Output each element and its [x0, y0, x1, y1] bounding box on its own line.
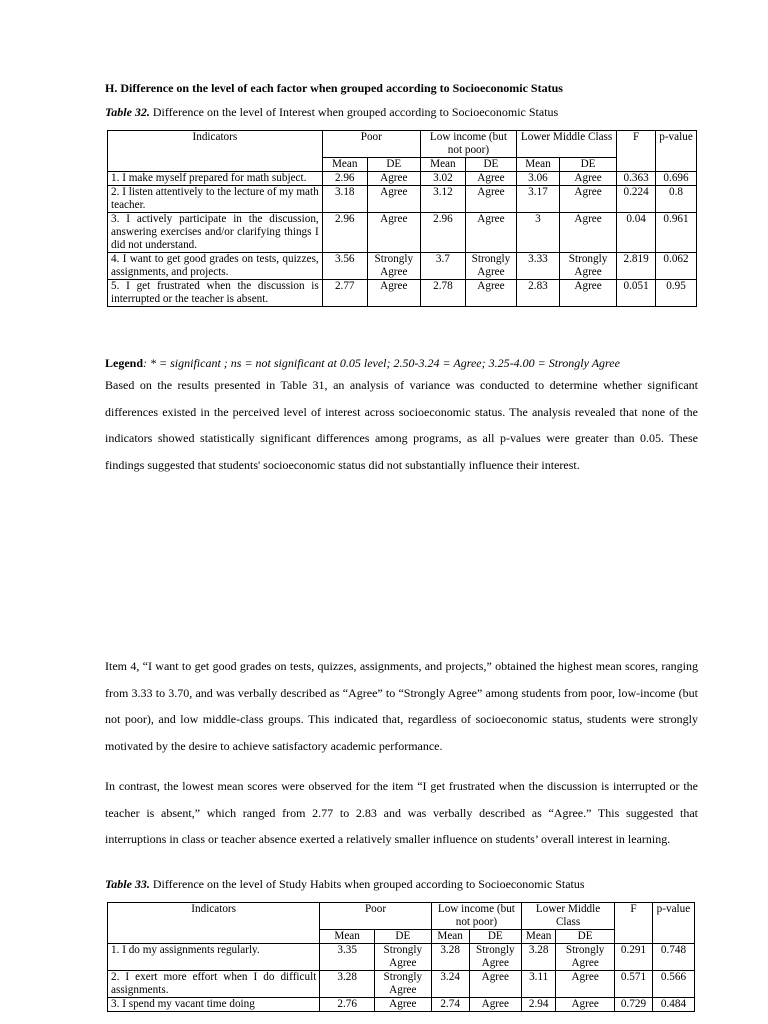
f-value-cell: 0.04	[617, 213, 656, 253]
indicator-cell: 5. I get frustrated when the discussion is interrupted or the teacher is absent.	[108, 280, 323, 307]
p-value-cell: 0.566	[652, 971, 694, 998]
lower-middle-de-cell: Strongly Agree	[556, 944, 615, 971]
f-value-cell: 0.571	[615, 971, 653, 998]
poor-de-cell: Agree	[367, 172, 420, 186]
low-income-de-cell: Agree	[469, 971, 522, 998]
low-income-mean-cell: 2.78	[420, 280, 465, 307]
table-row	[108, 998, 695, 1012]
f-value-cell: 0.051	[617, 280, 656, 307]
lower-middle-mean-cell: 3.11	[522, 971, 556, 998]
table-row	[108, 172, 697, 186]
poor-mean-cell: 2.96	[322, 213, 367, 253]
header-p-value: p-value	[656, 131, 697, 172]
low-income-de-cell: Strongly Agree	[469, 944, 522, 971]
header-p-value: p-value	[652, 903, 694, 944]
lower-middle-de-cell: Agree	[556, 971, 615, 998]
p-value-cell: 0.95	[656, 280, 697, 307]
poor-de-cell: Agree	[367, 213, 420, 253]
poor-de-cell: Agree	[367, 186, 420, 213]
poor-mean-cell: 3.35	[320, 944, 375, 971]
lower-middle-de-cell: Strongly Agree	[559, 253, 616, 280]
p-value-cell: 0.961	[656, 213, 697, 253]
indicator-cell: 1. I do my assignments regularly.	[108, 944, 320, 971]
lower-middle-mean-cell: 3.28	[522, 944, 556, 971]
poor-de-cell: Strongly Agree	[374, 944, 431, 971]
low-income-mean-cell: 3.12	[420, 186, 465, 213]
lower-middle-de-cell: Agree	[559, 213, 616, 253]
lower-middle-mean-cell: 2.94	[522, 998, 556, 1012]
table33-title: Difference on the level of Study Habits when grouped according to Socioeconomic Status	[152, 877, 585, 891]
poor-mean-cell: 3.56	[322, 253, 367, 280]
table-row	[108, 186, 697, 213]
header-mean: Mean	[517, 158, 560, 172]
poor-mean-cell: 2.76	[320, 998, 375, 1012]
poor-mean-cell: 3.28	[320, 971, 375, 998]
table-row	[108, 971, 695, 998]
header-lower-middle: Lower Middle Class	[522, 903, 615, 930]
header-mean: Mean	[522, 930, 556, 944]
legend-text: : * = significant ; ns = not significant at 0.05 level; 2.50-3.24 = Agree; 3.25-4.00 = Strongly Agree	[143, 356, 620, 370]
header-de: DE	[465, 158, 516, 172]
indicator-cell: 1. I make myself prepared for math subject.	[108, 172, 323, 186]
lower-middle-de-cell: Agree	[559, 172, 616, 186]
f-value-cell: 0.363	[617, 172, 656, 186]
legend	[105, 356, 620, 371]
header-mean: Mean	[322, 158, 367, 172]
f-value-cell: 0.729	[615, 998, 653, 1012]
table-row	[108, 253, 697, 280]
lower-middle-de-cell: Agree	[559, 280, 616, 307]
lower-middle-de-cell: Agree	[559, 186, 616, 213]
header-de: DE	[367, 158, 420, 172]
f-value-cell: 2.819	[617, 253, 656, 280]
header-low-income: Low income (but not poor)	[420, 131, 516, 158]
table32-label: Table 32.	[105, 105, 150, 119]
low-income-de-cell: Agree	[465, 186, 516, 213]
header-de: DE	[559, 158, 616, 172]
header-de: DE	[556, 930, 615, 944]
low-income-mean-cell: 2.74	[431, 998, 469, 1012]
indicator-cell: 2. I exert more effort when I do difficult assignments.	[108, 971, 320, 998]
p-value-cell: 0.484	[652, 998, 694, 1012]
indicator-cell: 3. I actively participate in the discussion, answering exercises and/or clarifying things I did not understand.	[108, 213, 323, 253]
header-indicators: Indicators	[108, 903, 320, 944]
header-mean: Mean	[320, 930, 375, 944]
header-mean: Mean	[420, 158, 465, 172]
table-row	[108, 280, 697, 307]
poor-de-cell: Strongly Agree	[374, 971, 431, 998]
low-income-mean-cell: 2.96	[420, 213, 465, 253]
low-income-mean-cell: 3.28	[431, 944, 469, 971]
f-value-cell: 0.291	[615, 944, 653, 971]
header-de: DE	[374, 930, 431, 944]
indicator-cell: 4. I want to get good grades on tests, quizzes, assignments, and projects.	[108, 253, 323, 280]
lower-middle-mean-cell: 3	[517, 213, 560, 253]
lower-middle-mean-cell: 3.06	[517, 172, 560, 186]
low-income-mean-cell: 3.02	[420, 172, 465, 186]
paragraph-highest-item: Item 4, “I want to get good grades on tests, quizzes, assignments, and projects,” obtained the highest mean scores, ranging from 3.33 to 3.70, and was verbally described as “Agree” to “Strongly Agree” among students from poor, low-income (but not poor), and low middle-class groups. This indicated that, regardless of socioeconomic status, students were strongly motivated by the desire to achieve satisfactory academic performance.	[105, 659, 698, 754]
header-low-income: Low income (but not poor)	[431, 903, 521, 930]
low-income-mean-cell: 3.24	[431, 971, 469, 998]
table32-caption	[105, 105, 558, 120]
header-poor: Poor	[320, 903, 431, 930]
table-row	[108, 944, 695, 971]
paragraph-anova-summary: Based on the results presented in Table 31, an analysis of variance was conducted to determine whether significant differences existed in the perceived level of interest across socioeconomic status. The analysis revealed that none of the indicators showed statistically significant differences among programs, as all p-values were greater than 0.05. These findings suggested that students' socioeconomic status did not substantially influence their interest.	[105, 378, 698, 473]
paragraph-lowest-item: In contrast, the lowest mean scores were observed for the item “I get frustrated when the discussion is interrupted or the teacher is absent,” which ranged from 2.77 to 2.83 and was verbally described as “Agree.” This suggested that interruptions in class or teacher absence exerted a relatively smaller influence on students’ overall interest in learning.	[105, 779, 698, 847]
low-income-de-cell: Agree	[465, 213, 516, 253]
low-income-de-cell: Agree	[469, 998, 522, 1012]
indicator-cell: 3. I spend my vacant time doing	[108, 998, 320, 1012]
low-income-de-cell: Agree	[465, 172, 516, 186]
p-value-cell: 0.8	[656, 186, 697, 213]
table32	[107, 130, 697, 307]
table32-title: Difference on the level of Interest when grouped according to Socioeconomic Status	[152, 105, 559, 119]
poor-de-cell: Agree	[367, 280, 420, 307]
lower-middle-de-cell: Agree	[556, 998, 615, 1012]
low-income-de-cell: Strongly Agree	[465, 253, 516, 280]
header-indicators: Indicators	[108, 131, 323, 172]
header-lower-middle: Lower Middle Class	[517, 131, 617, 158]
indicator-cell: 2. I listen attentively to the lecture of my math teacher.	[108, 186, 323, 213]
table33	[107, 902, 695, 1012]
lower-middle-mean-cell: 2.83	[517, 280, 560, 307]
poor-mean-cell: 3.18	[322, 186, 367, 213]
header-de: DE	[469, 930, 522, 944]
lower-middle-mean-cell: 3.33	[517, 253, 560, 280]
low-income-mean-cell: 3.7	[420, 253, 465, 280]
poor-de-cell: Agree	[374, 998, 431, 1012]
poor-mean-cell: 2.96	[322, 172, 367, 186]
section-heading: H. Difference on the level of each factor when grouped according to Socioeconomic Status	[105, 81, 563, 95]
table33-label: Table 33.	[105, 877, 150, 891]
f-value-cell: 0.224	[617, 186, 656, 213]
poor-de-cell: Strongly Agree	[367, 253, 420, 280]
table33-caption	[105, 877, 585, 892]
header-poor: Poor	[322, 131, 420, 158]
lower-middle-mean-cell: 3.17	[517, 186, 560, 213]
header-f: F	[615, 903, 653, 944]
p-value-cell: 0.696	[656, 172, 697, 186]
header-f: F	[617, 131, 656, 172]
header-mean: Mean	[431, 930, 469, 944]
poor-mean-cell: 2.77	[322, 280, 367, 307]
p-value-cell: 0.748	[652, 944, 694, 971]
p-value-cell: 0.062	[656, 253, 697, 280]
legend-label: Legend	[105, 356, 144, 370]
low-income-de-cell: Agree	[465, 280, 516, 307]
table-row	[108, 213, 697, 253]
